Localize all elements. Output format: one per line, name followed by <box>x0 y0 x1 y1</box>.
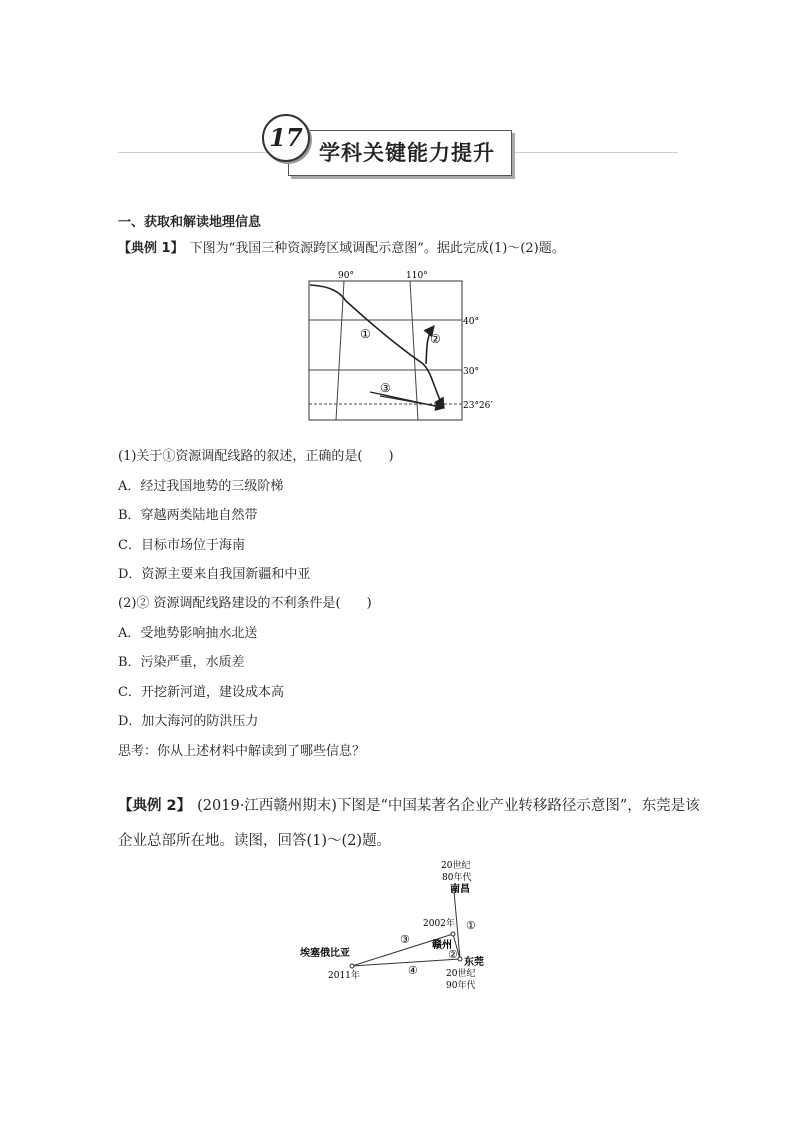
q2-option-a: A．受地势影响抽水北送 <box>118 626 258 641</box>
lat-label-30: 30° <box>463 367 479 377</box>
meridian-110 <box>410 281 418 420</box>
path-1-label: ① <box>466 919 476 932</box>
dongguan-era-1: 20世纪 <box>446 969 476 979</box>
q1-option-d: D．资源主要来自我国新疆和中亚 <box>118 567 311 582</box>
ethiopia-label: 埃塞俄比亚 <box>300 948 350 959</box>
dongguan-era-2: 90年代 <box>446 981 476 991</box>
industry-transfer-diagram <box>300 856 530 996</box>
example1-tag: 【典例 1】 <box>118 241 184 256</box>
path-4-line <box>352 959 460 966</box>
path-3-label: ③ <box>400 933 410 946</box>
ganzhou-node <box>451 932 455 936</box>
example1-heading <box>118 240 565 258</box>
section-title: 一、获取和解读地理信息 <box>118 215 262 230</box>
route-2-label: ② <box>430 332 441 346</box>
path-4-label: ④ <box>408 964 418 977</box>
example2-line2: 企业总部所在地。读图，回答(1)～(2)题。 <box>118 833 392 849</box>
ganzhou-label: 赣州 <box>432 940 452 951</box>
lat-label-40: 40° <box>463 317 479 327</box>
q2-option-d: D．加大海河的防洪压力 <box>118 714 259 729</box>
route-1-label: ① <box>360 327 371 341</box>
q2-stem: (2)② 资源调配线路建设的不利条件是( ) <box>118 596 372 611</box>
lon-label-110: 110° <box>406 271 428 281</box>
route-3-line-b <box>380 396 442 407</box>
path-2-label: ② <box>448 948 458 961</box>
think-prompt: 思考：你从上述材料中解读到了哪些信息？ <box>118 744 366 759</box>
example2-line1 <box>118 797 700 815</box>
q1-option-b: B．穿越两类陆地自然带 <box>118 508 258 523</box>
meridian-90 <box>336 281 344 420</box>
dongguan-label: 东莞 <box>464 957 484 968</box>
ethiopia-year: 2011年 <box>328 971 360 981</box>
ethiopia-node <box>350 964 354 968</box>
q1-stem: (1)关于①资源调配线路的叙述，正确的是( ) <box>118 449 394 464</box>
q1-option-a: A．经过我国地势的三级阶梯 <box>118 479 284 494</box>
example2-tag: 【典例 2】 <box>118 798 192 814</box>
resource-transfer-map <box>300 268 500 428</box>
nanchang-label: 南昌 <box>450 884 470 895</box>
q2-option-c: C．开挖新河道，建设成本高 <box>118 685 284 700</box>
lat-label-tropic: 23°26′ <box>463 401 493 411</box>
route-1-line <box>310 285 444 408</box>
q2-option-b: B．污染严重，水质差 <box>118 655 245 670</box>
lon-label-90: 90° <box>338 271 354 281</box>
chapter-number-badge: 17 <box>262 114 310 162</box>
nanchang-era-2: 80年代 <box>442 873 472 883</box>
example2-text-line1: (2019·江西赣州期末)下图是“中国某著名企业产业转移路径示意图”，东莞是该 <box>197 798 700 814</box>
ganzhou-year: 2002年 <box>423 919 455 929</box>
page-title: 学科关键能力提升 <box>288 130 512 176</box>
q1-option-c: C．目标市场位于海南 <box>118 538 245 553</box>
example1-prompt: 下图为“我国三种资源跨区域调配示意图”。据此完成(1)～(2)题。 <box>189 241 565 256</box>
nanchang-era-1: 20世纪 <box>441 861 471 871</box>
dongguan-node <box>458 957 462 961</box>
route-3-label: ③ <box>380 381 391 395</box>
